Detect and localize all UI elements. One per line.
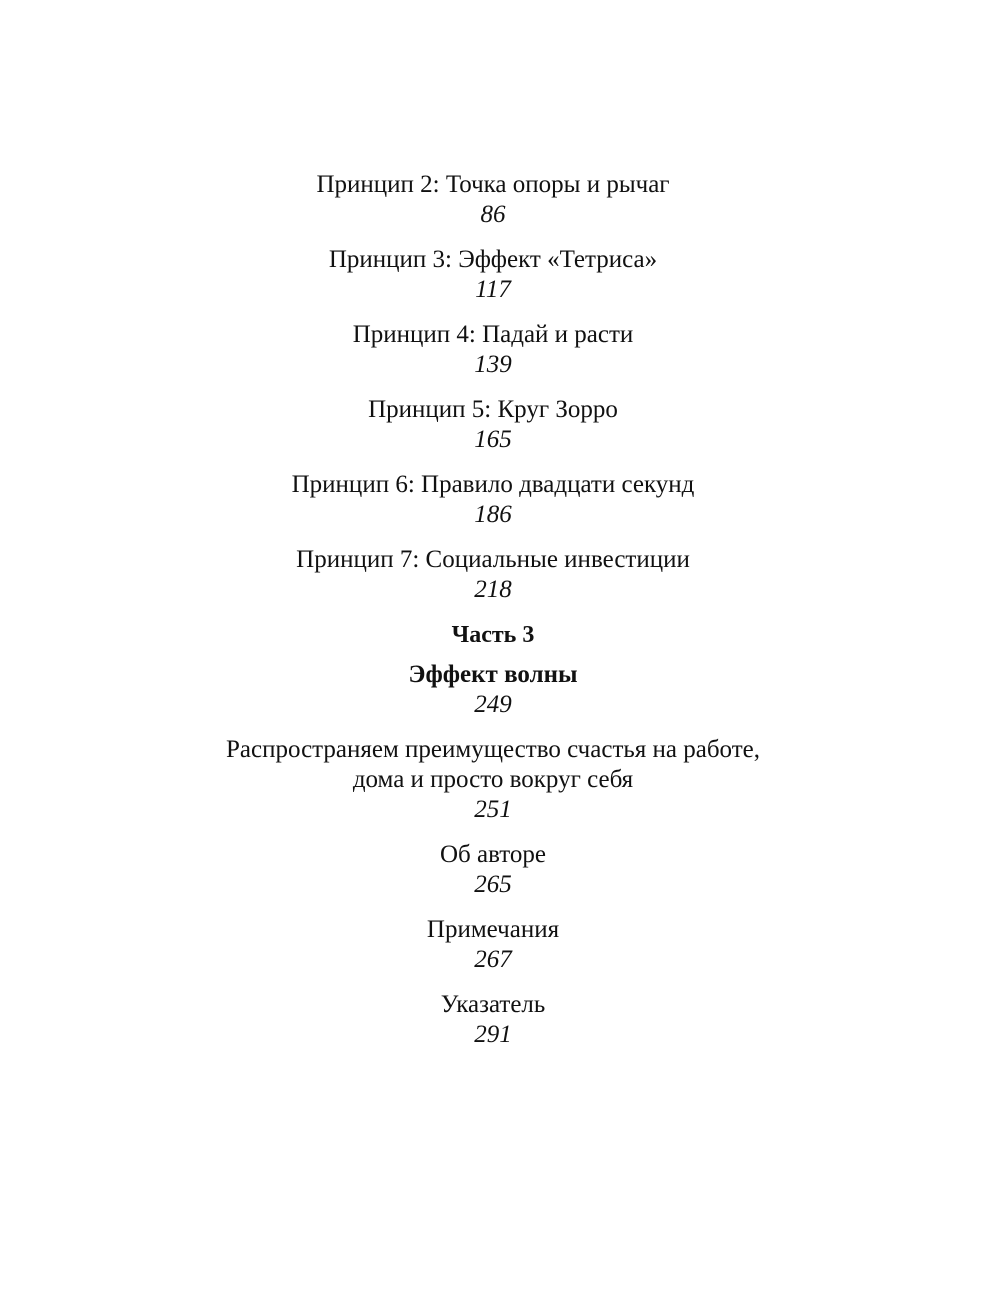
toc-entry-page: 165: [474, 426, 512, 453]
toc-entry-title: Принцип 4: Падай и расти: [352, 321, 634, 348]
toc-entry-page: 117: [475, 276, 511, 303]
toc-entry-page: 251: [474, 796, 512, 823]
toc-entry-title: Принцип 6: Правило двадцати секунд: [291, 471, 695, 498]
toc-entry-principle-7: [0, 545, 986, 604]
toc-entry-page: 265: [474, 871, 512, 898]
toc-entry-index: [0, 990, 986, 1049]
toc-entry-title: Эффект волны: [408, 661, 578, 688]
table-of-contents: [0, 170, 986, 1065]
toc-entry-page: 249: [474, 691, 512, 718]
toc-entry-principle-2: [0, 170, 986, 229]
toc-entry-notes: [0, 915, 986, 974]
toc-entry-title: Принцип 5: Круг Зорро: [368, 396, 618, 423]
toc-entry-principle-3: [0, 245, 986, 304]
toc-entry-title: Примечания: [426, 916, 560, 943]
toc-entry-about-author: [0, 840, 986, 899]
toc-entry-page: 86: [480, 201, 506, 228]
toc-entry-spread: [0, 735, 986, 824]
toc-entry-page: 218: [474, 576, 512, 603]
toc-entry-page: 186: [474, 501, 512, 528]
toc-entry-title: Принцип 7: Социальные инвестиции: [296, 546, 690, 573]
toc-entry-title-line-1: Распространяем преимущество счастья на работе,: [225, 736, 761, 763]
toc-entry-page: 267: [474, 946, 512, 973]
toc-entry-principle-6: [0, 470, 986, 529]
toc-entry-title: Принцип 2: Точка опоры и рычаг: [316, 171, 670, 198]
toc-entry-title: Указатель: [440, 991, 546, 1018]
toc-entry-title: Об авторе: [440, 841, 546, 868]
toc-entry-principle-5: [0, 395, 986, 454]
toc-entry-title-line-2: дома и просто вокруг себя: [352, 766, 634, 793]
part-heading: Часть 3: [451, 622, 535, 648]
toc-entry-principle-4: [0, 320, 986, 379]
toc-entry-page: 291: [474, 1021, 512, 1048]
toc-entry-title: Принцип 3: Эффект «Тетриса»: [328, 246, 658, 273]
toc-entry-part-3: [0, 660, 986, 719]
toc-entry-page: 139: [474, 351, 512, 378]
